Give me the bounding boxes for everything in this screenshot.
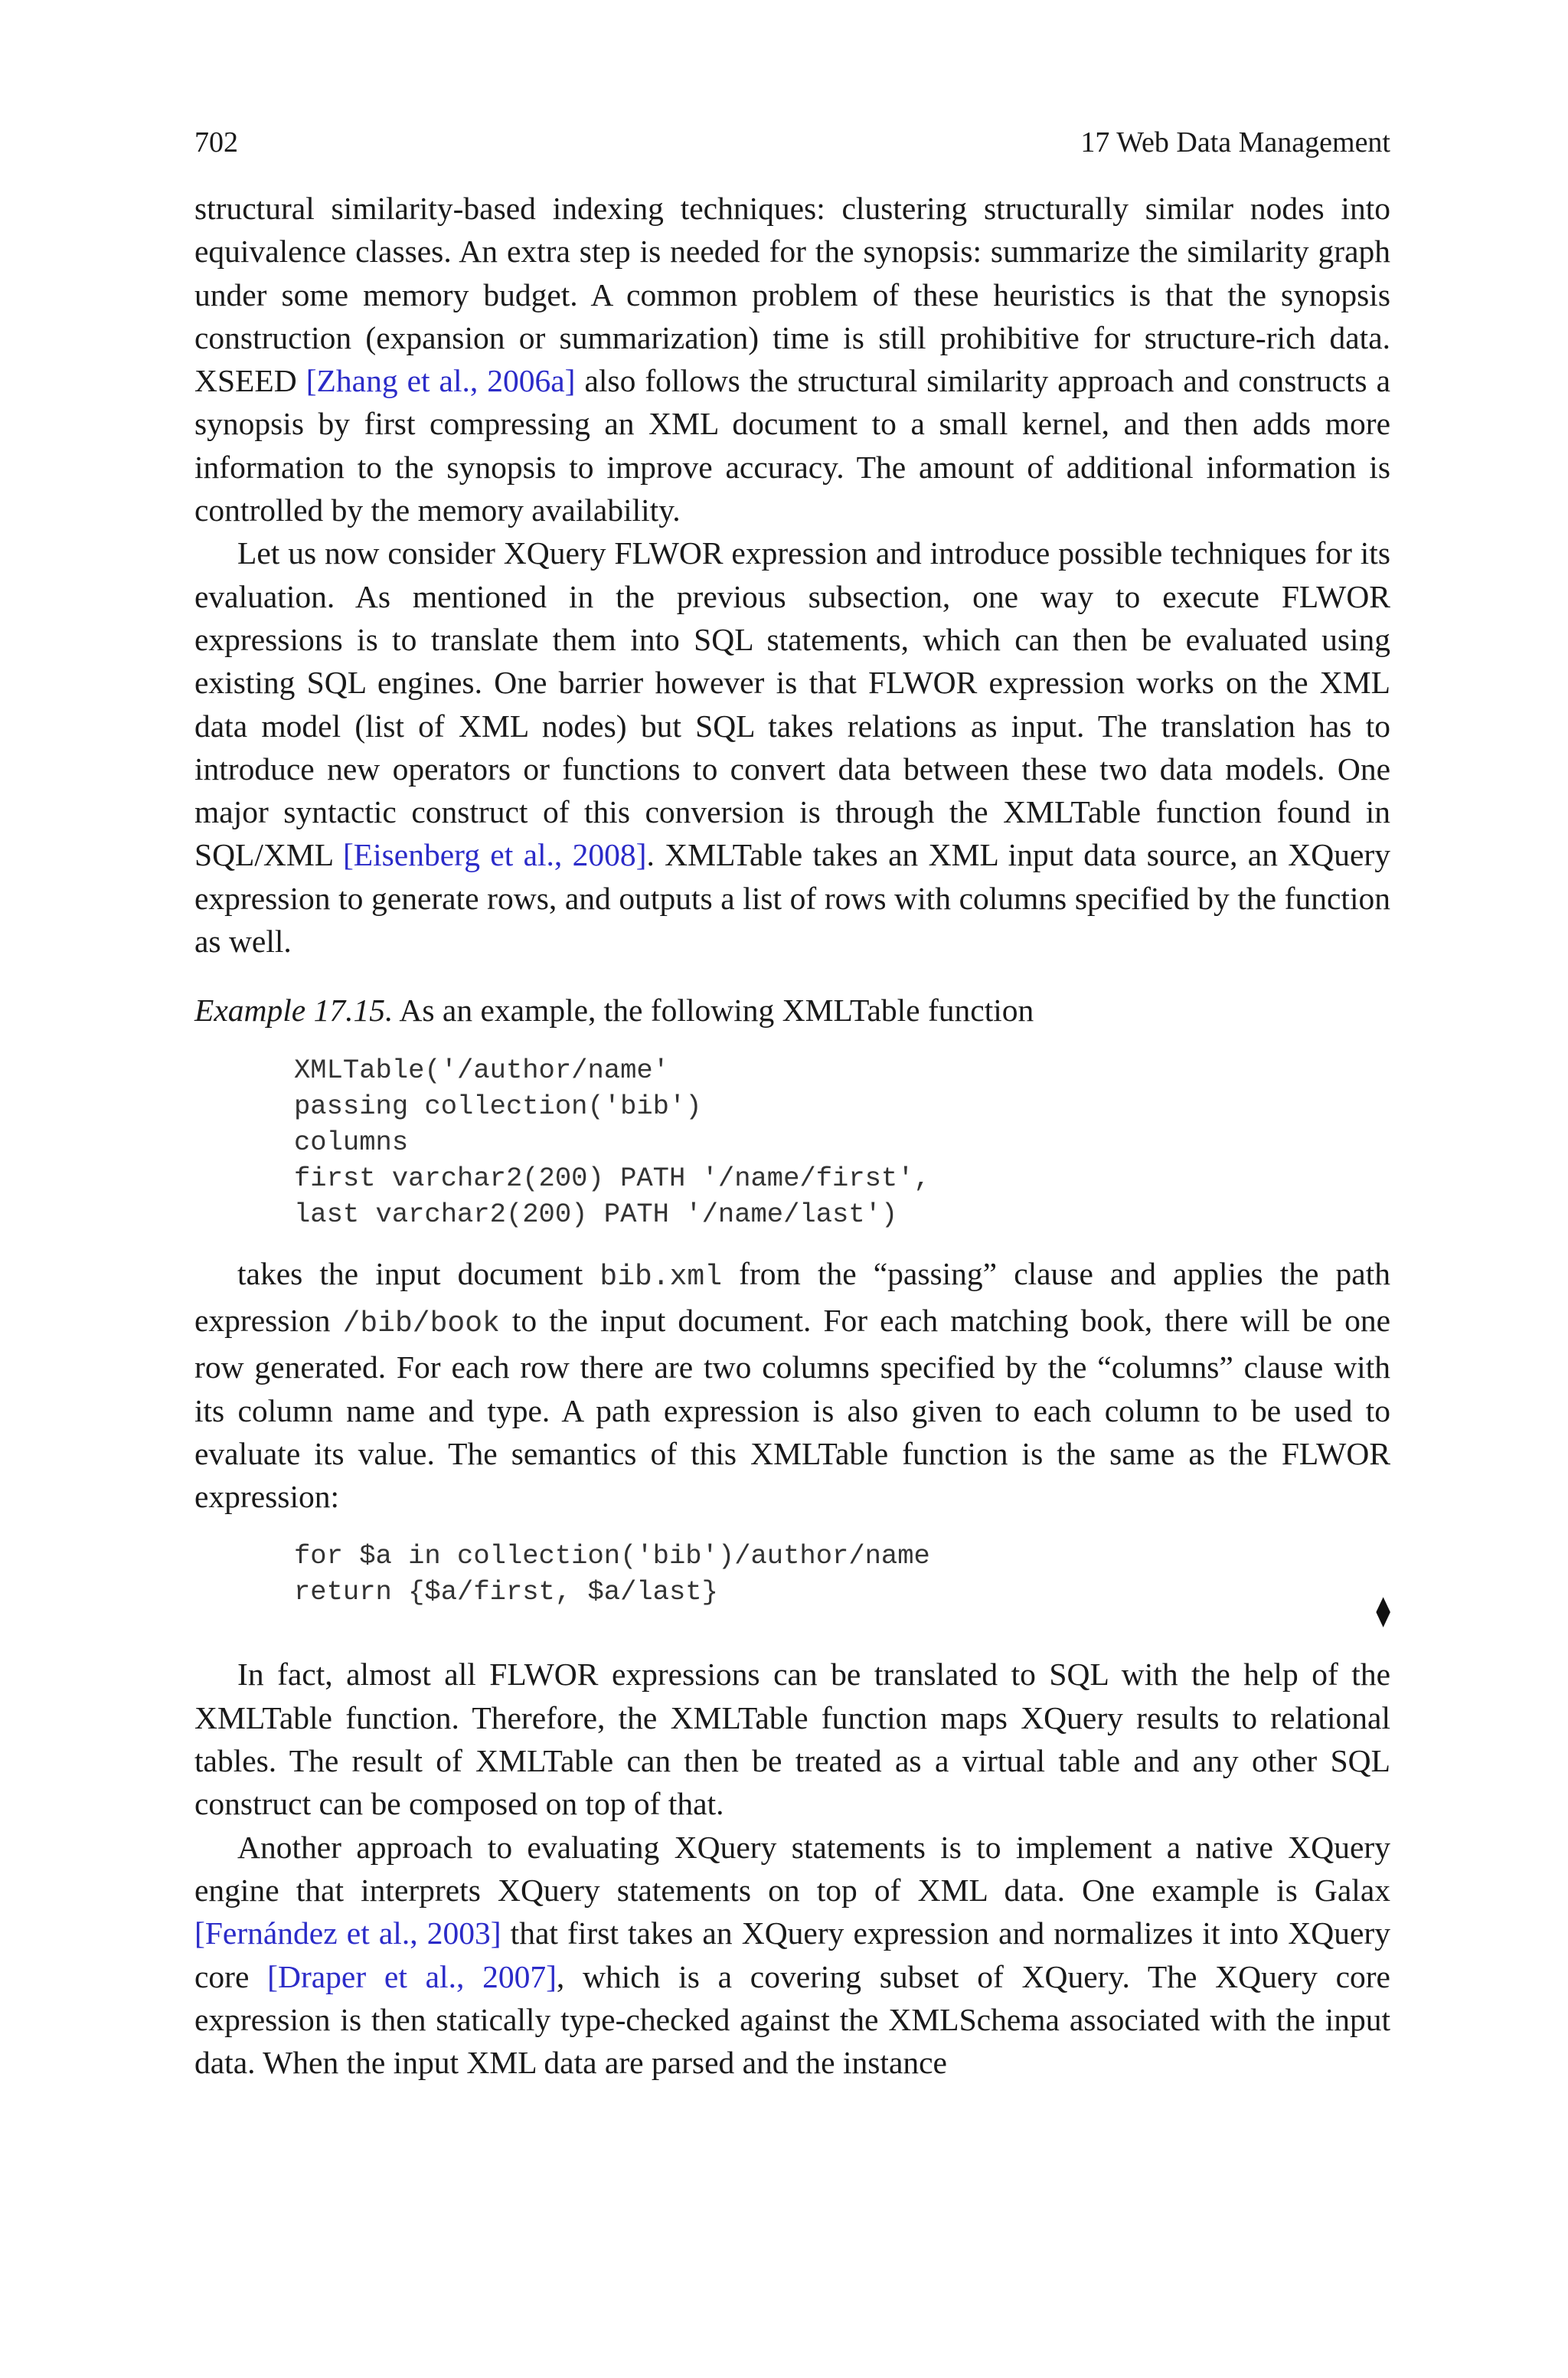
text-run: In fact, almost all FLWOR expressions can be translated to SQL with the help of the XMLTable function. Therefore, the XMLTable function maps XQuery results to relational tables. The result of XMLTable can then be treated as a virtual table and any other SQL construct can be composed on top of that. [194,1657,1390,1822]
code-line: passing collection('bib') [294,1090,702,1122]
text-run: to the input document. For each matching book, there will be one row generated. For each row there are two columns specified by the “columns” clause with its column name and type. A path expression is also given to each column to be used to evaluate its value. The semantics of this XMLTable function is the same as the FLWOR expression: [194,1302,1390,1515]
code-block-flwor [294,1538,1390,1610]
paragraph-xmltable-explained [194,1252,1390,1519]
paragraph-xmltable-mapping [194,1653,1390,1825]
text-run: from the “passing” clause and applies the path expression [194,1255,1390,1338]
citation-eisenberg-2008[interactable]: [Eisenberg et al., 2008] [342,837,647,873]
example-label: Example 17.15. [194,993,394,1029]
citation-fernandez-2003[interactable]: [Fernández et al., 2003] [194,1915,501,1951]
example-heading [194,989,1390,1032]
code-block-xmltable [294,1052,1390,1232]
text-run: also follows the structural similarity approach and constructs a synopsis by first compressing an XML document to a small kernel, and then adds more information to the synopsis to improve accuracy. The amount of additional information is controlled by the memory availability. [194,363,1390,528]
inline-code-bib-xml: bib.xml [599,1260,723,1294]
page-number: 702 [194,126,238,159]
code-line: last varchar2(200) PATH '/name/last') [294,1198,898,1230]
paragraph-flwor-intro [194,532,1390,963]
code-line: for $a in collection('bib')/author/name [294,1540,930,1572]
text-run: Let us now consider XQuery FLWOR expression and introduce possible techniques for its evaluation. As mentioned in the previous subsection, one way to execute FLWOR expressions is to translate them into SQL statements, which can then be evaluated using existing SQL engines. One barrier however is that FLWOR expression works on the XML data model (list of XML nodes) but SQL takes relations as input. The translation has to introduce new operators or functions to convert data between these two data models. One major syntactic construct of this conversion is through the XMLTable function found in SQL/XML [194,535,1390,873]
page [194,123,1390,2084]
text-run: Another approach to evaluating XQuery statements is to implement a native XQuery engine that interprets XQuery statements on top of XML data. One example is Galax [194,1829,1390,1908]
running-head [194,123,1390,162]
inline-code-bib-book: /bib/book [342,1307,500,1340]
citation-draper-2007[interactable]: [Draper et al., 2007] [267,1958,557,1994]
code-line: XMLTable('/author/name' [294,1054,669,1086]
text-run: . XMLTable takes an XML input data source, an XQuery expression to generate rows, and outputs a list of rows with columns specified by the function as well. [194,837,1390,960]
code-line: return {$a/first, $a/last} [294,1576,718,1608]
code-line: first varchar2(200) PATH '/name/first', [294,1162,930,1194]
paragraph-synopsis [194,187,1390,532]
paragraph-native-engine [194,1826,1390,2085]
citation-zhang-2006a[interactable]: [Zhang et al., 2006a] [305,363,576,399]
text-run: , which is a covering subset of XQuery. The XQuery core expression is then statically type-checked against the XMLSchema associated with the input data. When the input XML data are parsed and the instance [194,1958,1390,2081]
text-run: structural similarity-based indexing techniques: clustering structurally similar nodes into equivalence classes. An extra step is needed for the synopsis: summarize the similarity graph under some memory budget. A common problem of these heuristics is that the synopsis construction (expansion or summarization) time is still prohibitive for structure-rich data. XSEED [194,191,1390,399]
text-run: takes the input document [237,1255,600,1291]
chapter-title: 17 Web Data Management [1080,126,1390,159]
text-run: As an example, the following XMLTable function [393,993,1034,1029]
example-end-row [194,1595,1390,1653]
text-run: that first takes an XQuery expression and normalizes it into XQuery core [194,1915,1390,1994]
code-line: columns [294,1126,409,1158]
diamond-end-icon: ⧫ [1376,1595,1390,1628]
